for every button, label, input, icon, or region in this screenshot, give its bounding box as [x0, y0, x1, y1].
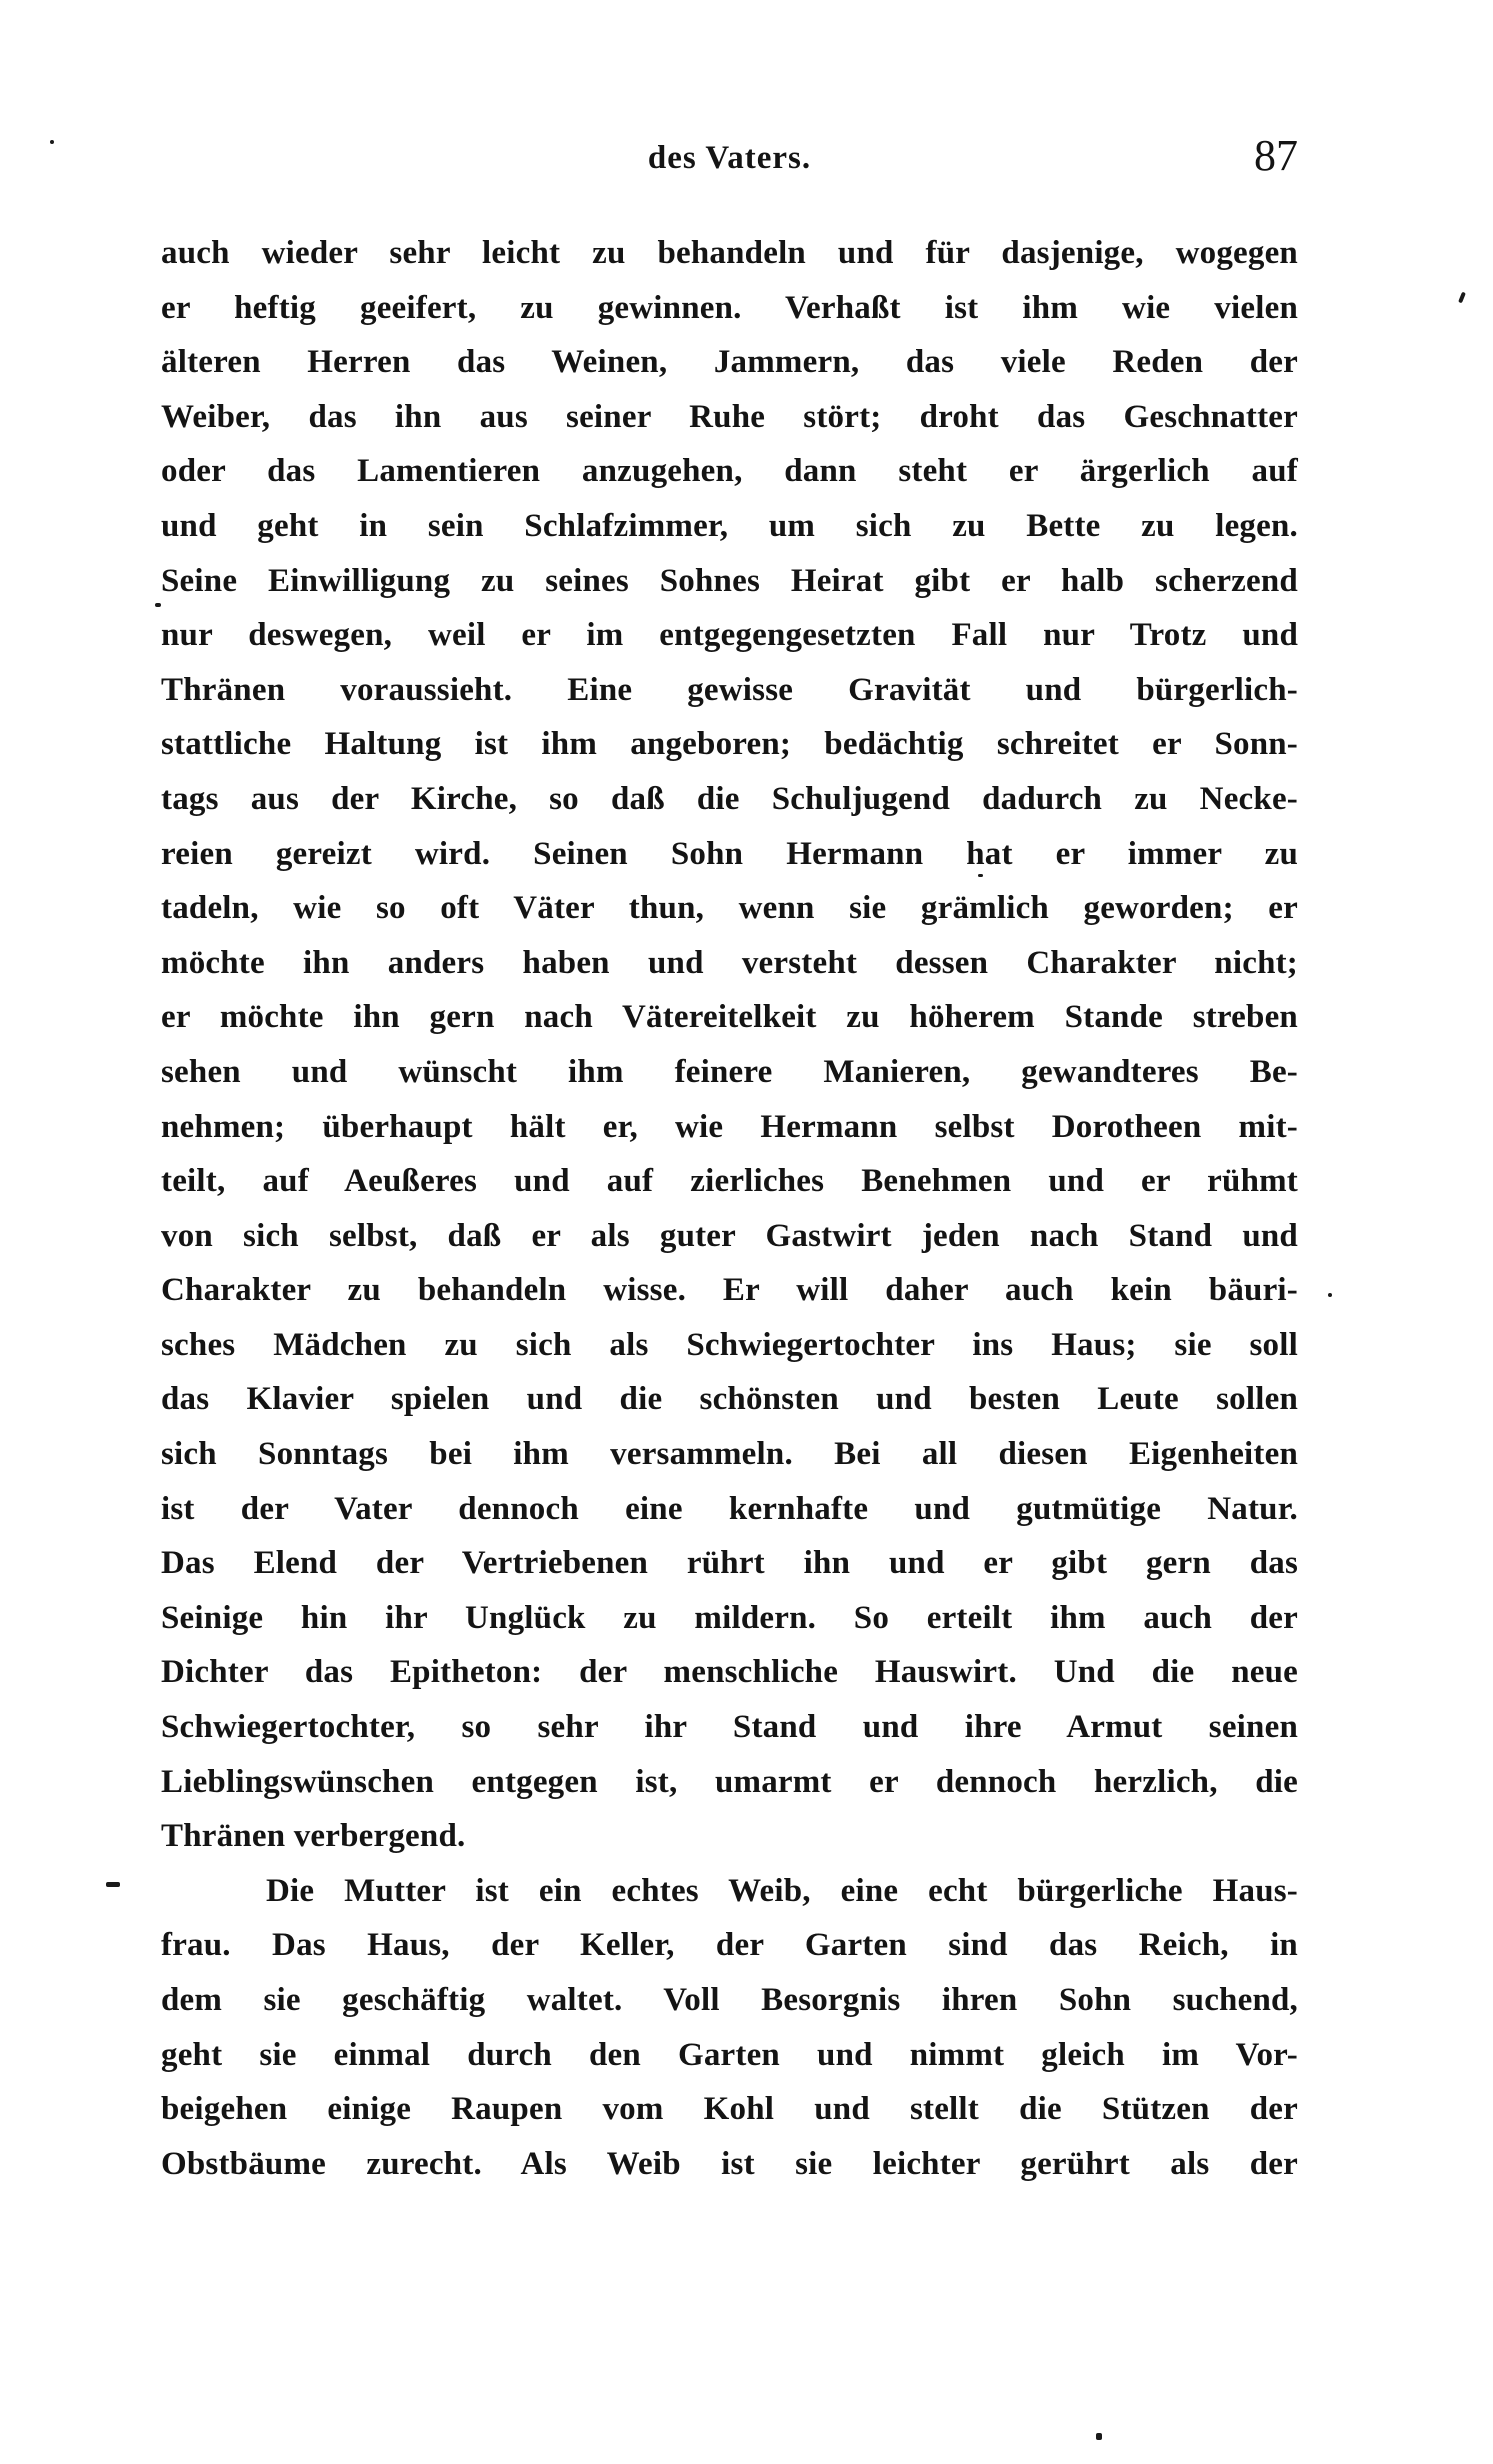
text-line: ist der Vater dennoch eine kernhafte und gutmütige Natur.	[161, 1490, 1298, 1527]
text-line: und geht in sein Schlafzimmer, um sich zu Bette zu legen.	[161, 507, 1298, 544]
ink-speck	[1096, 2433, 1102, 2440]
text-line: tadeln, wie so oft Väter thun, wenn sie grämlich geworden; er	[161, 890, 1298, 927]
text-line: sich Sonntags bei ihm versammeln. Bei all diesen Eigenheiten	[161, 1436, 1298, 1473]
text-line: geht sie einmal durch den Garten und nimmt gleich im Vor-	[161, 2036, 1298, 2073]
running-header-title: des Vaters.	[647, 140, 812, 176]
text-line: er heftig geeifert, zu gewinnen. Verhaßt ist ihm wie vielen	[161, 289, 1298, 326]
text-line: auch wieder sehr leicht zu behandeln und für dasjenige, wogegen	[161, 235, 1298, 271]
ink-speck	[106, 1882, 120, 1887]
text-line: Thränen verbergend.	[161, 1818, 466, 1855]
body-text	[161, 226, 1298, 2191]
text-line: sehen und wünscht ihm feinere Manieren, gewandteres Be-	[161, 1053, 1298, 1090]
text-line: teilt, auf Aeußeres und auf zierliches Benehmen und er rühmt	[161, 1163, 1298, 1200]
text-line: Charakter zu behandeln wisse. Er will daher auch kein bäuri-	[161, 1272, 1298, 1309]
text-line: das Klavier spielen und die schönsten und besten Leute sollen	[161, 1381, 1298, 1418]
ink-speck	[50, 140, 54, 144]
text-line: stattliche Haltung ist ihm angeboren; bedächtig schreitet er Sonn-	[161, 726, 1298, 763]
text-line: reien gereizt wird. Seinen Sohn Hermann hat er immer zu	[161, 835, 1298, 872]
text-line: möchte ihn anders haben und versteht dessen Charakter nicht;	[161, 944, 1298, 981]
text-line: oder das Lamentieren anzugehen, dann steht er ärgerlich auf	[161, 453, 1298, 490]
text-line: er möchte ihn gern nach Vätereitelkeit zu höherem Stande streben	[161, 999, 1298, 1036]
text-line: Die Mutter ist ein echtes Weib, eine echt bürgerliche Haus-	[266, 1872, 1298, 1909]
text-line: Seine Einwilligung zu seines Sohnes Heirat gibt er halb scherzend	[161, 562, 1298, 599]
text-line: Obstbäume zurecht. Als Weib ist sie leichter gerührt als der	[161, 2145, 1298, 2182]
text-line: Lieblingswünschen entgegen ist, umarmt er dennoch herzlich, die	[161, 1763, 1298, 1800]
text-line: frau. Das Haus, der Keller, der Garten sind das Reich, in	[161, 1927, 1298, 1964]
ink-speck	[1458, 292, 1466, 304]
text-line: älteren Herren das Weinen, Jammern, das viele Reden der	[161, 344, 1298, 381]
text-line: Schwiegertochter, so sehr ihr Stand und ihre Armut seinen	[161, 1709, 1298, 1746]
text-line: Das Elend der Vertriebenen rührt ihn und er gibt gern das	[161, 1545, 1298, 1582]
text-line: tags aus der Kirche, so daß die Schuljugend dadurch zu Necke-	[161, 780, 1298, 817]
running-header	[161, 131, 1298, 188]
text-line: nehmen; überhaupt hält er, wie Hermann selbst Dorotheen mit-	[161, 1108, 1298, 1145]
text-line: Seinige hin ihr Unglück zu mildern. So erteilt ihm auch der	[161, 1599, 1298, 1636]
text-line: von sich selbst, daß er als guter Gastwirt jeden nach Stand und	[161, 1217, 1298, 1254]
text-line: Thränen voraussieht. Eine gewisse Gravität und bürgerlich-	[161, 671, 1298, 708]
page-number: 87	[1254, 131, 1298, 180]
text-line: Dichter das Epitheton: der menschliche Hauswirt. Und die neue	[161, 1654, 1298, 1691]
text-line: nur deswegen, weil er im entgegengesetzten Fall nur Trotz und	[161, 617, 1298, 654]
ink-speck	[1328, 1293, 1332, 1297]
ink-speck	[155, 603, 161, 607]
text-line: beigehen einige Raupen vom Kohl und stellt die Stützen der	[161, 2091, 1298, 2128]
text-line: sches Mädchen zu sich als Schwiegertochter ins Haus; sie soll	[161, 1326, 1298, 1363]
text-line: dem sie geschäftig waltet. Voll Besorgnis ihren Sohn suchend,	[161, 1982, 1298, 2018]
text-line: Weiber, das ihn aus seiner Ruhe stört; droht das Geschnatter	[161, 398, 1298, 435]
ink-speck	[978, 874, 983, 877]
